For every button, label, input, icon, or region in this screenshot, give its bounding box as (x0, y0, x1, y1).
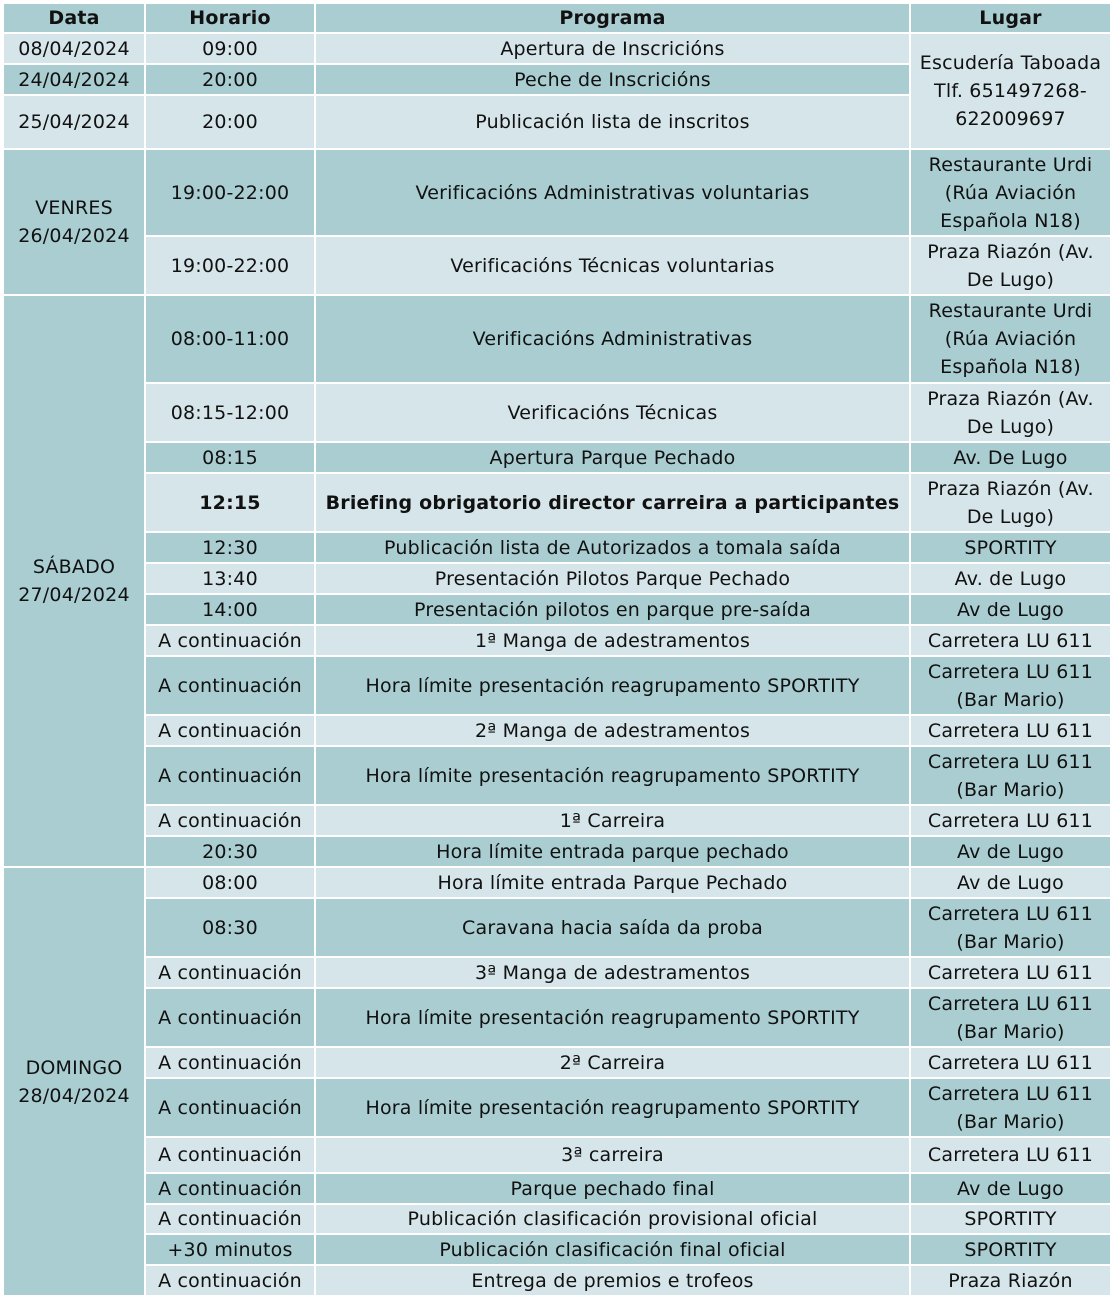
cell-programa: Apertura Parque Pechado (315, 442, 910, 473)
cell-horario: A continuación (145, 1173, 315, 1204)
cell-lugar: SPORTITY (910, 1234, 1111, 1265)
cell-horario: 08:15-12:00 (145, 383, 315, 442)
cell-horario: 20:30 (145, 836, 315, 867)
table-row (3, 442, 1111, 473)
cell-programa: Parque pechado final (315, 1173, 910, 1204)
table-row (3, 1137, 1111, 1173)
header-programa: Programa (315, 3, 910, 33)
cell-programa: Hora límite presentación reagrupamento SPORTITY (315, 656, 910, 715)
cell-programa: Verificacións Administrativas voluntarias (315, 149, 910, 236)
cell-lugar: Praza Riazón (910, 1265, 1111, 1296)
cell-lugar: Carretera LU 611 (910, 1047, 1111, 1078)
table-row (3, 1204, 1111, 1234)
cell-horario: A continuación (145, 625, 315, 656)
table-row (3, 656, 1111, 715)
cell-lugar: Carretera LU 611 (910, 625, 1111, 656)
cell-horario: A continuación (145, 1137, 315, 1173)
cell-horario: A continuación (145, 1047, 315, 1078)
cell-data: 24/04/2024 (3, 64, 145, 95)
cell-day-venres: VENRES 26/04/2024 (3, 149, 145, 295)
cell-programa: Presentación pilotos en parque pre-saída (315, 594, 910, 625)
cell-lugar: Carretera LU 611 (Bar Mario) (910, 988, 1111, 1047)
cell-horario: 14:00 (145, 594, 315, 625)
cell-programa: Hora límite entrada Parque Pechado (315, 867, 910, 898)
cell-lugar: Carretera LU 611 (Bar Mario) (910, 898, 1111, 957)
table-row (3, 33, 1111, 64)
cell-horario: A continuación (145, 746, 315, 805)
cell-horario: A continuación (145, 988, 315, 1047)
cell-lugar: Carretera LU 611 (910, 957, 1111, 988)
cell-lugar: Av. de Lugo (910, 563, 1111, 594)
cell-programa: 1ª Manga de adestramentos (315, 625, 910, 656)
cell-programa: Hora límite presentación reagrupamento SPORTITY (315, 1078, 910, 1137)
cell-programa: Hora límite presentación reagrupamento SPORTITY (315, 988, 910, 1047)
cell-lugar: Carretera LU 611 (910, 1137, 1111, 1173)
cell-lugar: Av. De Lugo (910, 442, 1111, 473)
cell-day-domingo: DOMINGO 28/04/2024 (3, 867, 145, 1296)
cell-lugar: Carretera LU 611 (910, 715, 1111, 746)
table-row (3, 715, 1111, 746)
table-row (3, 836, 1111, 867)
cell-lugar: SPORTITY (910, 1204, 1111, 1234)
cell-horario: +30 minutos (145, 1234, 315, 1265)
cell-horario: A continuación (145, 1265, 315, 1296)
table-row (3, 383, 1111, 442)
cell-programa: Publicación clasificación provisional oficial (315, 1204, 910, 1234)
cell-lugar: Praza Riazón (Av. De Lugo) (910, 236, 1111, 295)
table-row (3, 473, 1111, 532)
cell-horario: 20:00 (145, 64, 315, 95)
header-horario: Horario (145, 3, 315, 33)
cell-horario: 12:15 (145, 473, 315, 532)
table-row (3, 1234, 1111, 1265)
cell-horario: A continuación (145, 805, 315, 836)
table-row (3, 898, 1111, 957)
table-row (3, 1078, 1111, 1137)
cell-lugar: Praza Riazón (Av. De Lugo) (910, 383, 1111, 442)
table-row (3, 805, 1111, 836)
cell-lugar: Carretera LU 611 (910, 805, 1111, 836)
cell-lugar: Carretera LU 611 (Bar Mario) (910, 656, 1111, 715)
cell-lugar: SPORTITY (910, 532, 1111, 563)
cell-horario: 09:00 (145, 33, 315, 64)
cell-lugar: Praza Riazón (Av. De Lugo) (910, 473, 1111, 532)
cell-programa: Apertura de Inscricións (315, 33, 910, 64)
cell-programa: Verificacións Técnicas voluntarias (315, 236, 910, 295)
cell-programa: Publicación lista de inscritos (315, 95, 910, 149)
cell-programa: Hora límite presentación reagrupamento SPORTITY (315, 746, 910, 805)
header-lugar: Lugar (910, 3, 1111, 33)
cell-programa: Peche de Inscricións (315, 64, 910, 95)
cell-programa: Presentación Pilotos Parque Pechado (315, 563, 910, 594)
cell-horario: A continuación (145, 1204, 315, 1234)
table-row (3, 957, 1111, 988)
cell-day-sabado: SÁBADO 27/04/2024 (3, 295, 145, 867)
table-row (3, 746, 1111, 805)
table-row (3, 149, 1111, 236)
cell-programa: Publicación lista de Autorizados a tomala saída (315, 532, 910, 563)
cell-horario: 12:30 (145, 532, 315, 563)
cell-horario: 08:00 (145, 867, 315, 898)
cell-lugar: Carretera LU 611 (Bar Mario) (910, 746, 1111, 805)
table-row (3, 563, 1111, 594)
cell-programa: Hora límite entrada parque pechado (315, 836, 910, 867)
cell-horario: A continuación (145, 1078, 315, 1137)
schedule-table (2, 2, 1112, 1297)
table-row (3, 295, 1111, 383)
cell-lugar: Carretera LU 611 (Bar Mario) (910, 1078, 1111, 1137)
cell-programa: Publicación clasificación final oficial (315, 1234, 910, 1265)
cell-programa: Entrega de premios e trofeos (315, 1265, 910, 1296)
cell-horario: 08:30 (145, 898, 315, 957)
table-row (3, 1047, 1111, 1078)
table-row (3, 532, 1111, 563)
cell-programa: Verificacións Administrativas (315, 295, 910, 383)
table-row (3, 1173, 1111, 1204)
table-row (3, 625, 1111, 656)
cell-programa: Briefing obrigatorio director carreira a participantes (315, 473, 910, 532)
cell-horario: A continuación (145, 957, 315, 988)
cell-lugar: Restaurante Urdi (Rúa Aviación Española N18) (910, 295, 1111, 383)
cell-programa: 3ª Manga de adestramentos (315, 957, 910, 988)
header-row (3, 3, 1111, 33)
cell-data: 08/04/2024 (3, 33, 145, 64)
cell-lugar-inscricions: Escudería Taboada Tlf. 651497268-622009697 (910, 33, 1111, 149)
cell-programa: 3ª carreira (315, 1137, 910, 1173)
cell-programa: Caravana hacia saída da proba (315, 898, 910, 957)
table-row (3, 594, 1111, 625)
cell-horario: 19:00-22:00 (145, 149, 315, 236)
cell-lugar: Av de Lugo (910, 1173, 1111, 1204)
cell-lugar: Restaurante Urdi (Rúa Aviación Española N18) (910, 149, 1111, 236)
cell-programa: 2ª Carreira (315, 1047, 910, 1078)
cell-horario: 20:00 (145, 95, 315, 149)
cell-programa: 1ª Carreira (315, 805, 910, 836)
cell-lugar: Av de Lugo (910, 594, 1111, 625)
table-row (3, 236, 1111, 295)
cell-horario: 08:00-11:00 (145, 295, 315, 383)
header-data: Data (3, 3, 145, 33)
cell-programa: 2ª Manga de adestramentos (315, 715, 910, 746)
cell-horario: 19:00-22:00 (145, 236, 315, 295)
cell-lugar: Av de Lugo (910, 836, 1111, 867)
cell-lugar: Av de Lugo (910, 867, 1111, 898)
cell-data: 25/04/2024 (3, 95, 145, 149)
cell-horario: A continuación (145, 656, 315, 715)
cell-horario: 13:40 (145, 563, 315, 594)
table-row (3, 988, 1111, 1047)
table-row (3, 1265, 1111, 1296)
cell-programa: Verificacións Técnicas (315, 383, 910, 442)
table-row (3, 867, 1111, 898)
cell-horario: 08:15 (145, 442, 315, 473)
cell-horario: A continuación (145, 715, 315, 746)
